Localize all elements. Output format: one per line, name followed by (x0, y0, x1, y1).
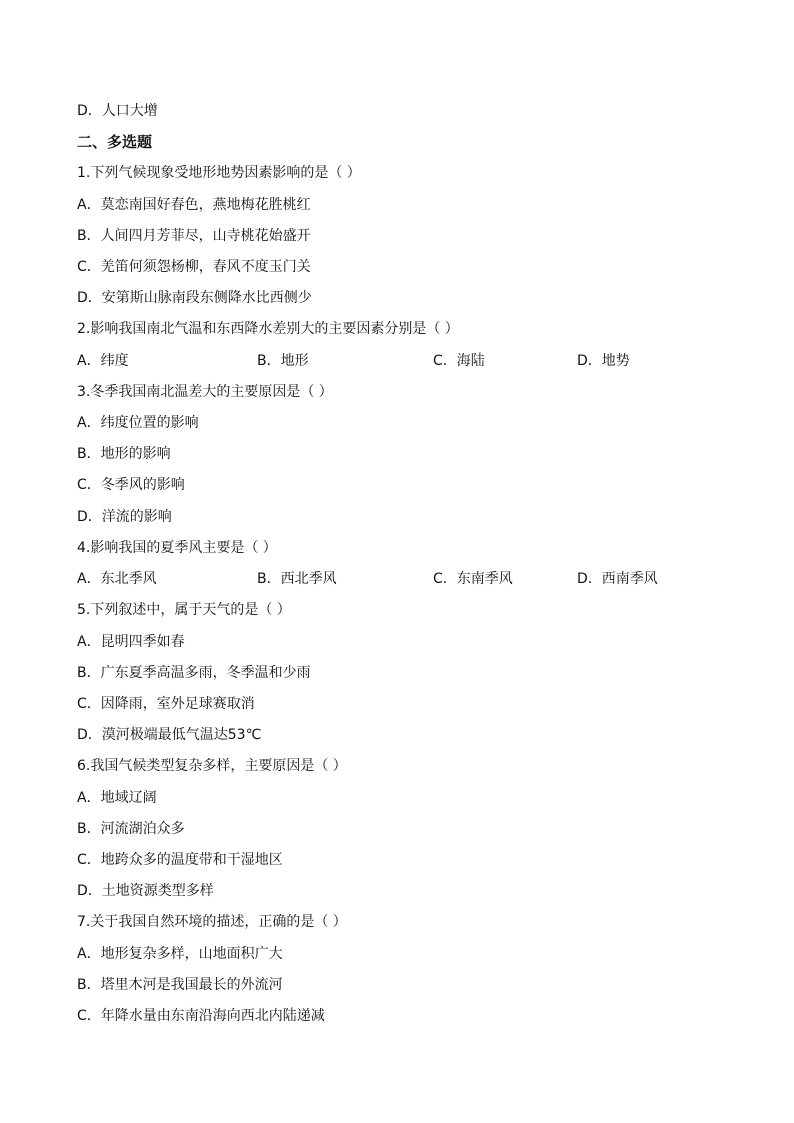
question-6-option-b: B．河流湖泊众多 (77, 821, 185, 837)
question-6-option-c: C．地跨众多的温度带和干湿地区 (77, 852, 283, 868)
question-6-option-d: D．土地资源类型多样 (77, 883, 214, 899)
question-1-option-d: D．安第斯山脉南段东侧降水比西侧少 (77, 290, 312, 306)
question-3-option-a: A．纬度位置的影响 (77, 415, 199, 431)
question-5-option-c: C．因降雨，室外足球赛取消 (77, 696, 255, 712)
question-5-option-b: B．广东夏季高温多雨，冬季温和少雨 (77, 665, 311, 681)
question-3-option-b: B．地形的影响 (77, 446, 171, 462)
question-2-option-a: A．纬度 (77, 353, 129, 369)
question-2-option-d: D．地势 (577, 353, 630, 369)
question-4-option-b: B．西北季风 (257, 571, 337, 587)
question-7-option-c: C．年降水量由东南沿海向西北内陆递减 (77, 1008, 325, 1024)
prev-option-d: D．人口大增 (77, 103, 158, 119)
question-5-option-d: D．漠河极端最低气温达53℃ (77, 727, 262, 743)
question-1-option-a: A．莫恋南国好春色，燕地梅花胜桃红 (77, 197, 311, 213)
question-6-option-a: A．地域辽阔 (77, 790, 157, 806)
question-2-option-b: B．地形 (257, 353, 309, 369)
question-4-option-a: A．东北季风 (77, 571, 157, 587)
question-6-stem: 6.我国气候类型复杂多样，主要原因是（ ） (77, 758, 347, 774)
question-5-option-a: A．昆明四季如春 (77, 634, 185, 650)
question-7-option-b: B．塔里木河是我国最长的外流河 (77, 977, 283, 993)
question-4-option-c: C．东南季风 (433, 571, 513, 587)
question-1-option-c: C．羌笛何须怨杨柳，春风不度玉门关 (77, 259, 311, 275)
question-2-option-c: C．海陆 (433, 353, 485, 369)
question-7-option-a: A．地形复杂多样，山地面积广大 (77, 946, 283, 962)
question-1-option-b: B．人间四月芳菲尽，山寺桃花始盛开 (77, 228, 311, 244)
question-3-option-c: C．冬季风的影响 (77, 477, 185, 493)
section-title: 二、多选题 (77, 133, 153, 151)
question-7-stem: 7.关于我国自然环境的描述，正确的是（ ） (77, 914, 347, 930)
question-4-stem: 4.影响我国的夏季风主要是（ ） (77, 540, 277, 556)
question-1-stem: 1.下列气候现象受地形地势因素影响的是（ ） (77, 165, 361, 181)
question-2-stem: 2.影响我国南北气温和东西降水差别大的主要因素分别是（ ） (77, 321, 459, 337)
question-5-stem: 5.下列叙述中，属于天气的是（ ） (77, 602, 291, 618)
question-3-stem: 3.冬季我国南北温差大的主要原因是（ ） (77, 384, 333, 400)
question-4-option-d: D．西南季风 (577, 571, 658, 587)
question-3-option-d: D．洋流的影响 (77, 509, 172, 525)
